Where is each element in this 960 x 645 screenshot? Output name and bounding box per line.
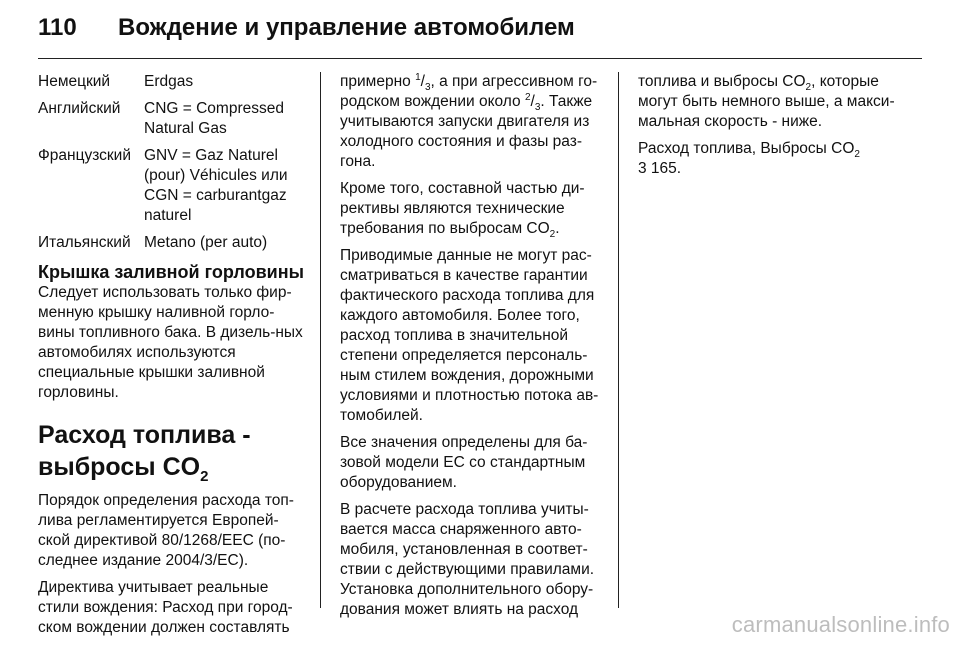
column-2 <box>340 72 608 627</box>
text: Кроме того, составной частью ди-рективы являются технические требования по выбросам CO <box>340 180 585 237</box>
page-ref-arrow-icon: 3 <box>638 160 647 177</box>
paragraph: Порядок определения расхода топ-лива регламентируется Европей-ской директивой 80/1268/EEC (по-следнее издание 2004/3/EC). <box>38 492 294 569</box>
page-number: 110 <box>38 14 77 41</box>
page-reference[interactable]: 165. <box>646 160 682 177</box>
lang-value: GNV = Gaz Naturel (pour) Véhicules или CGN = carburantgaz naturel <box>144 147 288 224</box>
heading-line-2: выбросы CO <box>38 453 201 481</box>
lang-name: Итальянский <box>38 234 131 251</box>
text: примерно <box>340 73 416 90</box>
text: Расход топлива, Выбросы CO <box>638 140 855 157</box>
text: . <box>555 220 560 237</box>
lang-value: Metano (per auto) <box>144 234 268 251</box>
lang-name: Немецкий <box>38 73 111 90</box>
text: , которые могут быть немного выше, а макси-мальная скорость - ниже. <box>638 73 895 130</box>
paragraph <box>638 72 914 132</box>
subscript: 3 <box>424 82 431 94</box>
lang-name: Английский <box>38 100 121 117</box>
lang-name: Французский <box>38 147 131 164</box>
paragraph: В расчете расхода топлива учиты-вается масса снаряженного авто-мобиля, установленная в соответ-ствии с действующими правилами. Установка дополнительного обору-дования может влиять на расход <box>340 501 595 618</box>
lang-row <box>38 72 310 92</box>
subscript: 2 <box>200 468 209 485</box>
heading-line-1: Расход топлива - <box>38 421 251 449</box>
lang-row <box>38 233 310 253</box>
paragraph: Директива учитывает реальные стили вождения: Расход при город-ском вождении должен составлять <box>38 579 293 636</box>
column-divider-1 <box>320 72 321 608</box>
superscript: 1 <box>415 71 421 83</box>
paragraph: Следует использовать только фир-менную крышку наливной горло-вины топливного бака. В дизель-ных автомобилях используются специальные крышки заливной горловины. <box>38 284 303 401</box>
subscript: 2 <box>854 149 860 161</box>
column-3 <box>638 72 914 186</box>
header-rule <box>38 58 922 59</box>
lang-row <box>38 99 310 139</box>
paragraph: Все значения определены для ба-зовой модели EC со стандартным оборудованием. <box>340 434 588 491</box>
lang-row <box>38 146 310 226</box>
superscript: 2 <box>524 91 531 103</box>
text: . Также учитываются запуски двигателя из холодного состояния и фазы раз-гона. <box>340 93 593 170</box>
lang-value: Erdgas <box>144 73 194 90</box>
watermark: carmanualsonline.info <box>731 612 950 637</box>
heading-fuel-consumption <box>38 419 310 483</box>
column-divider-2 <box>618 72 619 608</box>
subscript: 2 <box>549 229 556 241</box>
paragraph: Приводимые данные не могут рас-сматриваться в качестве гарантии фактического расхода топлива для каждого автомобиля. Более того, расход топлива в значительной степени определяется персональ-ным стилем вождения, дорожными условиями и плотностью потока ав-томобилей. <box>340 247 599 424</box>
cross-reference[interactable] <box>638 139 914 179</box>
subscript: 3 <box>534 102 541 114</box>
text: , а при агрессивном го-родском вождении около <box>340 73 598 110</box>
lang-value: CNG = Compressed Natural Gas <box>144 100 284 137</box>
page-title: Вождение и управление автомобилем <box>118 14 575 41</box>
page-header <box>38 14 575 54</box>
text: топлива и выбросы CO <box>638 73 806 90</box>
paragraph: примерно $^1/_3$, а при агрессивном го-родском вождении около $^2/_3$. Также учитываются запуски двигателя из холодного состояния и фазы раз-гона. <box>340 71 598 170</box>
column-1 <box>38 72 310 645</box>
subscript: 2 <box>805 82 812 94</box>
language-table <box>38 72 310 253</box>
heading-fuel-cap: Крышка заливной горловины <box>38 262 304 282</box>
paragraph <box>340 179 608 239</box>
